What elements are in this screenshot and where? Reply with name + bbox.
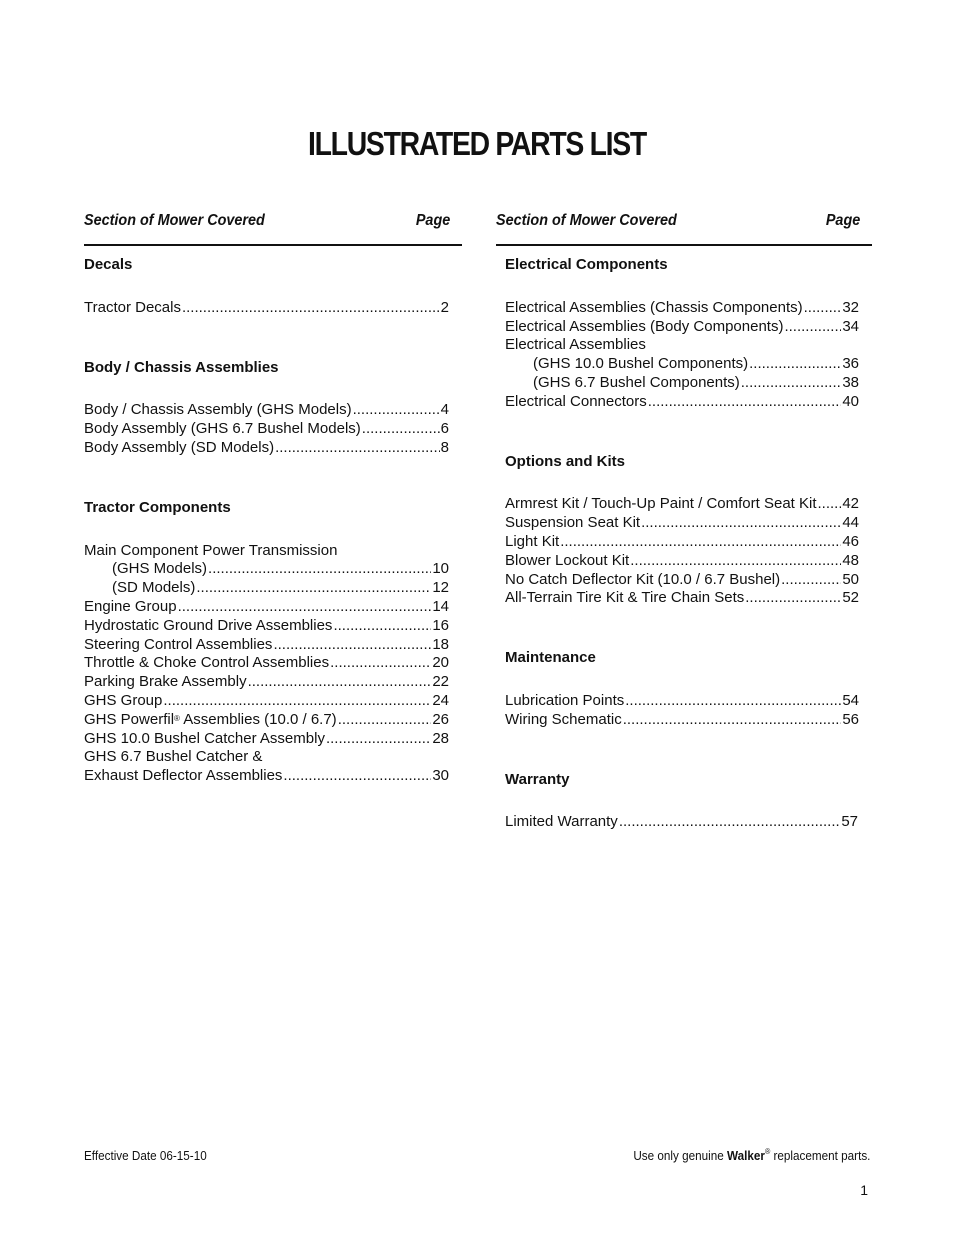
section-heading-decals: Decals — [84, 256, 133, 273]
toc-entry: Lubrication Points ..... 54 — [505, 692, 872, 711]
section-heading-options: Options and Kits — [505, 452, 625, 470]
toc-entry: Electrical Assemblies (Chassis Components) ..... 32 — [505, 299, 872, 318]
toc-entry: (GHS 6.7 Bushel Components) ..... 38 — [505, 374, 872, 393]
toc-entry: (GHS 10.0 Bushel Components) ..... 36 — [505, 355, 872, 374]
toc-entry: Parking Brake Assembly ..... 22 — [84, 673, 462, 692]
toc-entry: (GHS Models) ..... 10 — [84, 560, 462, 579]
section-header-label: Section of Mower Covered — [496, 212, 677, 229]
toc-entry: Steering Control Assemblies ..... 18 — [84, 636, 462, 655]
toc-group-label: GHS 6.7 Bushel Catcher & — [84, 748, 263, 766]
column-header — [84, 212, 462, 246]
toc-entry: Armrest Kit / Touch-Up Paint / Comfort Seat Kit ..... 42 — [505, 495, 872, 514]
footer-note: Use only genuine Walker® replacement parts. — [632, 1147, 870, 1163]
toc-entry: Suspension Seat Kit ..... 44 — [505, 514, 872, 533]
page-title: ILLUSTRATED PARTS LIST — [308, 125, 646, 162]
column-header — [496, 212, 872, 246]
toc-entry: GHS Group ..... 24 — [84, 692, 462, 711]
toc-entry: GHS 10.0 Bushel Catcher Assembly ..... 28 — [84, 730, 462, 749]
page-header-label: Page — [415, 212, 450, 229]
toc-entry: GHS Powerfil® Assemblies (10.0 / 6.7) ..... 26 — [84, 711, 462, 730]
toc-entry: Body / Chassis Assembly (GHS Models) ..... 4 — [84, 401, 462, 420]
toc-entry: Engine Group ..... 14 — [84, 598, 462, 617]
toc-group-label: Electrical Assemblies — [505, 336, 646, 354]
toc-entry: Light Kit ..... 46 — [505, 533, 872, 552]
section-header-label: Section of Mower Covered — [84, 212, 265, 229]
toc-entry: Body Assembly (GHS 6.7 Bushel Models) ..... 6 — [84, 420, 462, 439]
toc-entry: Electrical Connectors ..... 40 — [505, 393, 872, 412]
toc-entry: Exhaust Deflector Assemblies ..... 30 — [84, 767, 462, 786]
section-heading-body: Body / Chassis Assemblies — [84, 358, 279, 376]
toc-entry: Tractor Decals ..... 2 — [84, 299, 462, 318]
section-heading-electrical: Electrical Components — [505, 256, 668, 273]
brand-name: Walker — [726, 1148, 765, 1163]
toc-entry: Limited Warranty ..... 57 — [505, 813, 872, 832]
toc-entry: Throttle & Choke Control Assemblies ..... 20 — [84, 654, 462, 673]
page-number: 1 — [860, 1182, 868, 1198]
toc-right-column — [496, 212, 872, 832]
section-heading-warranty: Warranty — [505, 770, 570, 788]
section-heading-tractor: Tractor Components — [84, 498, 231, 516]
toc-entry: All-Terrain Tire Kit & Tire Chain Sets ..... 52 — [505, 589, 872, 608]
effective-date: Effective Date 06-15-10 — [84, 1148, 207, 1163]
toc-entry: Blower Lockout Kit ..... 48 — [505, 552, 872, 571]
toc-entry: No Catch Deflector Kit (10.0 / 6.7 Bushel) ..... 50 — [505, 571, 872, 590]
page-header-label: Page — [825, 212, 860, 229]
toc-entry: Electrical Assemblies (Body Components) ..... 34 — [505, 318, 872, 337]
section-heading-maintenance: Maintenance — [505, 649, 596, 667]
toc-entry: (SD Models) ..... 12 — [84, 579, 462, 598]
toc-group-label: Main Component Power Transmission — [84, 541, 338, 559]
toc-entry: Body Assembly (SD Models) ..... 8 — [84, 439, 462, 458]
toc-entry: Wiring Schematic ..... 56 — [505, 711, 872, 730]
toc-left-column — [84, 212, 462, 786]
toc-entry: Hydrostatic Ground Drive Assemblies ..... 16 — [84, 617, 462, 636]
